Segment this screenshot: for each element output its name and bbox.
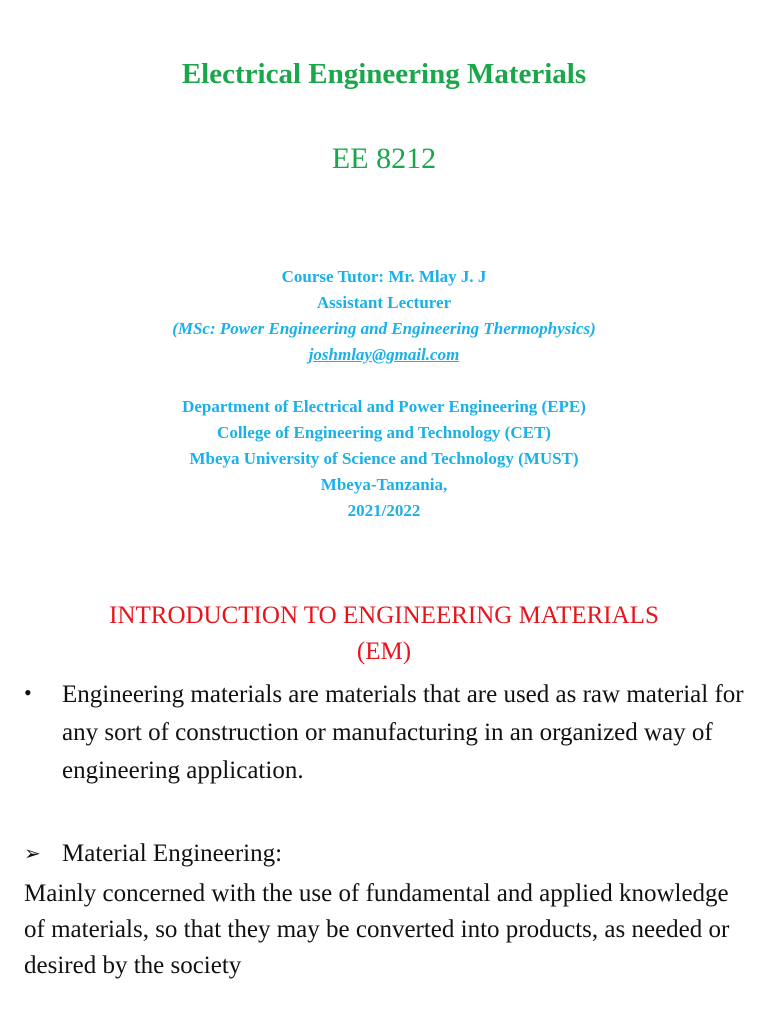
subheading: Material Engineering:: [62, 840, 283, 867]
definition-paragraph: Mainly concerned with the use of fundamental and applied knowledge of materials, so that they may be converted into products, as needed or desired by the society: [24, 880, 730, 979]
location: Mbeya-Tanzania,: [320, 475, 448, 494]
intro-heading: [0, 598, 768, 670]
bullet-item: [24, 676, 744, 790]
arrow-item: [24, 836, 744, 872]
department: Department of Electrical and Power Engineering (EPE): [182, 397, 586, 416]
intro-slide: [0, 580, 768, 1024]
intro-heading-line2: (EM): [356, 638, 412, 665]
tutor-info: [0, 264, 768, 524]
academic-year: 2021/2022: [347, 501, 421, 520]
university: Mbeya University of Science and Technology (MUST): [189, 449, 579, 468]
arrow-bullet-icon: ➢: [24, 843, 41, 865]
tutor-qualification: (MSc: Power Engineering and Engineering Thermophysics): [172, 319, 596, 338]
tutor-email-link[interactable]: joshmlay@gmail.com: [308, 345, 460, 364]
bullet-icon: •: [24, 680, 32, 705]
bullet-text: Engineering materials are materials that are used as raw material for any sort of construction or manufacturing in an organized way of engineering application.: [62, 681, 744, 784]
course-title: Electrical Engineering Materials: [181, 58, 587, 90]
intro-heading-line1: INTRODUCTION TO ENGINEERING MATERIALS: [109, 602, 659, 629]
tutor-position: Assistant Lecturer: [316, 293, 452, 312]
course-code: EE 8212: [331, 142, 437, 175]
tutor-name: Course Tutor: Mr. Mlay J. J: [281, 267, 487, 286]
college: College of Engineering and Technology (CET): [217, 423, 551, 442]
